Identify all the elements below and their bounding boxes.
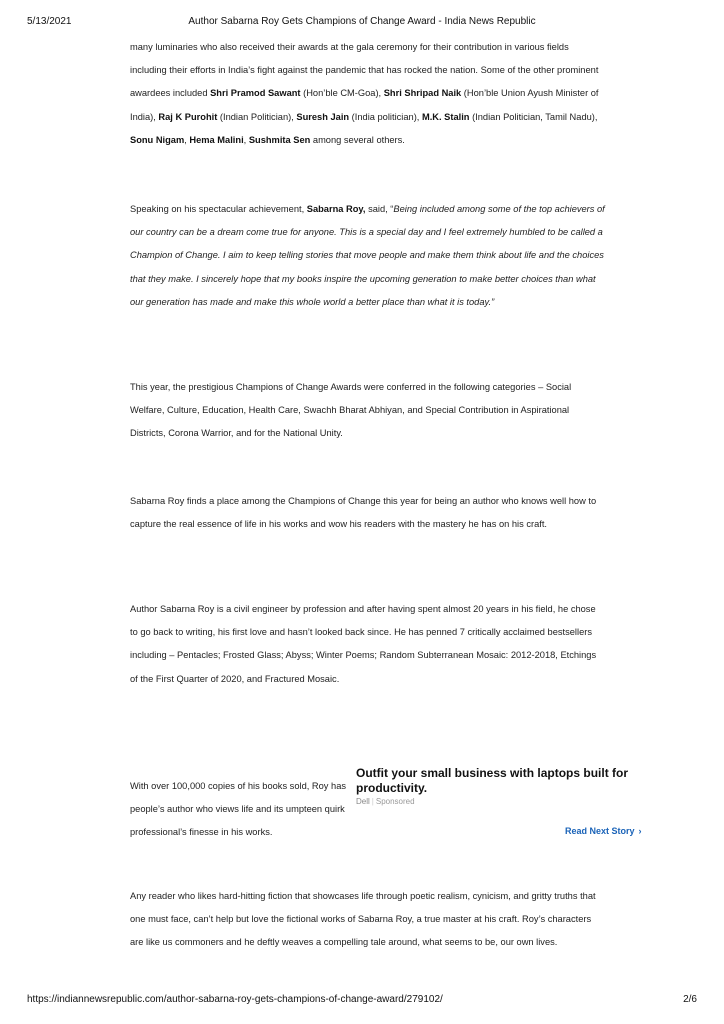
awardee-name: Hema Malini [189, 134, 244, 145]
article-paragraph-fiction: Any reader who likes hard-hitting fiction that showcases life through poetic realism, cynicism, and gritty truths that one must face, can’t help but love the fictional works of Sabarna Roy, a true master at his craft. Roy’s characters are like us commoners and he deftly weaves a compelling tale around, what seems to be, our own lives. [130, 891, 596, 948]
author-name: Sabarna Roy, [306, 204, 366, 214]
article-paragraph-sales-line: With over 100,000 copies of his books sold, Roy has [130, 781, 347, 791]
print-date: 5/13/2021 [27, 16, 72, 27]
ad-brand: Dell [356, 797, 370, 806]
author-quote: Being included among some of the top achievers of our country can be a dream come true for anyone. This is a special day and I feel extremely humbled to be called a Champion of Change. I aim to keep telling stories that move people and make them think about life and the choices that they make. I sincerely hope that my books inspire the upcoming generation to make better choices than what our generation has made and make this whole world a better place than what it is today.” [130, 204, 605, 307]
article-paragraph-biography: Author Sabarna Roy is a civil engineer by profession and after having spent almost 20 years in his field, he chose to go back to writing, his first love and hasn’t looked back since. He has penned 7 critically acclaimed bestsellers including – Pentacles; Frosted Glass; Abyss; Winter Poems; Random Subterranean Mosaic: 2012-2018, Etchings of the First Quarter of 2020, and Fractured Mosaic. [130, 604, 597, 684]
article-paragraph-recognition: Sabarna Roy finds a place among the Champions of Change this year for being an author who knows well how to capture the real essence of life in his works and wow his readers with the mastery he has on his craft. [130, 496, 597, 530]
print-page-title: Author Sabarna Roy Gets Champions of Change Award - India News Republic [188, 16, 536, 27]
ad-separator: | [371, 797, 374, 806]
print-url: https://indiannewsrepublic.com/author-sabarna-roy-gets-champions-of-change-award/279102/ [27, 994, 443, 1005]
awardee-name: Raj K Purohit [158, 111, 218, 122]
ad-meta [356, 797, 656, 806]
article-paragraph-sales-line: professional’s finesse in his works. [130, 827, 273, 837]
article-paragraph-quote: Speaking on his spectacular achievement, Sabarna Roy, said, “Being included among some of the top achievers of our country can be a dream come true for anyone. This is a special day and I feel extremely humbled to be called a Champion of Change. I aim to keep telling stories that move people and make them think about life and the choices that they make. I sincerely hope that my books inspire the upcoming generation to make better choices than what our generation has made and make this whole world a better place than what it is today.” [130, 204, 605, 307]
article-paragraph-sales-line: people’s author who views life and its umpteen quirk [130, 804, 345, 814]
article-paragraph-categories: This year, the prestigious Champions of Change Awards were conferred in the following categories – Social Welfare, Culture, Education, Health Care, Swachh Bharat Abhiyan, and Special Contribution in Aspirational Districts, Corona Warrior, and for the National Unity. [130, 382, 572, 439]
read-next-story-link[interactable]: Read Next Story › [565, 826, 642, 836]
sponsored-ad[interactable] [356, 766, 656, 806]
awardee-name: Sonu Nigam [130, 134, 185, 145]
awardee-name: Shri Pramod Sawant [210, 88, 301, 99]
awardee-name: Sushmita Sen [248, 134, 311, 145]
awardee-name: M.K. Stalin [421, 111, 470, 122]
awardee-name: Suresh Jain [296, 111, 350, 122]
awardee-name: Shri Shripad Naik [383, 88, 462, 99]
chevron-right-icon: › [638, 826, 642, 836]
page-number: 2/6 [683, 994, 697, 1005]
ad-headline[interactable]: Outfit your small business with laptops built for productivity. [356, 766, 629, 795]
ad-sponsored-label: Sponsored [375, 797, 415, 806]
article-paragraph-awardees: many luminaries who also received their awards at the gala ceremony for their contribution in various fields including their efforts in India’s fight against the pandemic that has rocked the nation. Some of the other prominent awardees included Shri Pramod Sawant (Hon’ble CM-Goa), Shri Shripad Naik (Hon’ble Union Ayush Minister of India), Raj K Purohit (Indian Politician), Suresh Jain (India politician), M.K. Stalin (Indian Politician, Tamil Nadu), Sonu Nigam, Hema Malini, Sushmita Sen among several others. [130, 42, 599, 145]
